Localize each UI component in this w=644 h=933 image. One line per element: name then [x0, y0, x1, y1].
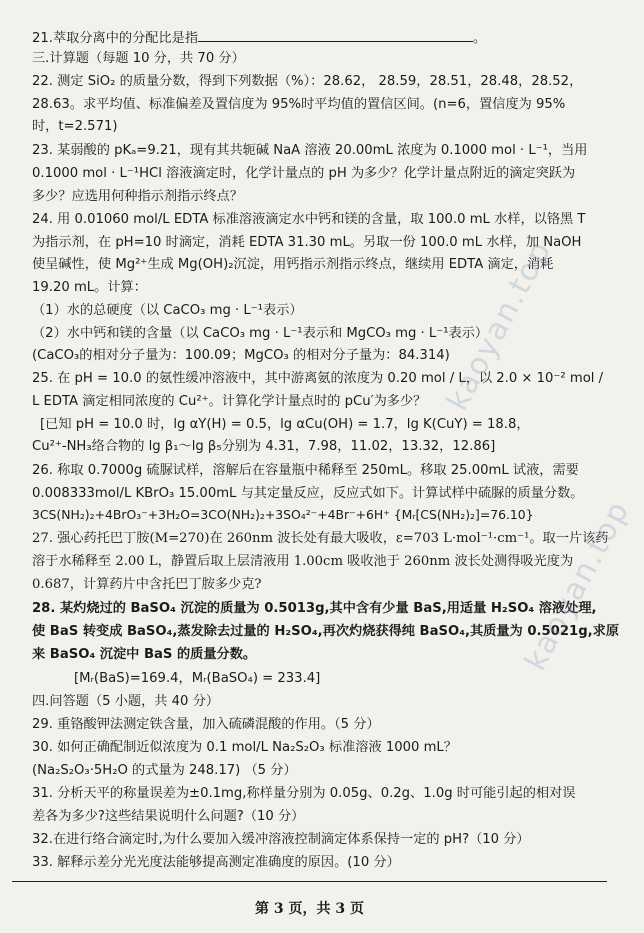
q32-line: 32.在进行络合滴定时,为什么要加入缓冲溶液控制滴定体系保持一定的 pH?（10 分）: [32, 832, 530, 847]
q33-line: 33. 解释示差分光光度法能够提高测定准确度的原因。(10 分）: [32, 855, 400, 870]
q30-line-1: 30. 如何正确配制近似浓度为 0.1 mol/L Na₂S₂O₃ 标准溶液 1000 mL？: [32, 740, 457, 755]
answer-blank: [198, 29, 473, 42]
q30-line-2: (Na₂S₂O₃·5H₂O 的式量为 248.17) （5 分）: [32, 763, 297, 778]
q26-line-2: 0.008333mol/L KBrO₃ 15.00mL 与其定量反应，反应式如下。计算试样中硫脲的质量分数。: [32, 486, 584, 501]
q24-molar-mass: (CaCO₃的相对分子量为：100.09；MgCO₃ 的相对分子量为：84.314): [32, 348, 450, 363]
q26-line-1: 26. 称取 0.7000g 硫脲试样，溶解后在容量瓶中稀释至 250mL。移取 25.00mL 试液，需要: [32, 463, 579, 478]
q28-line-3: 来 BaSO₄ 沉淀中 BaS 的质量分数。: [32, 647, 257, 662]
q22-line-3: 时，t=2.571): [32, 119, 118, 134]
q22-line-2: 28.63。求平均值、标准偏差及置信度为 95%时平均值的置信区间。(n=6，置信度为 95%: [32, 97, 566, 112]
q31-line-1: 31. 分析天平的称量误差为±0.1mg,称样量分别为 0.05g、0.2g、1.0g 时可能引起的相对误: [32, 786, 576, 801]
q26-equation: 3CS(NH₂)₂+4BrO₃⁻+3H₂O=3CO(NH₂)₂+3SO₄²⁻+4Br⁻+6H⁺ {Mᵣ[CS(NH₂)₂]=76.10}: [32, 507, 534, 522]
q24-sub-1: （1）水的总硬度（以 CaCO₃ mg · L⁻¹表示）: [32, 303, 303, 318]
q21-text: 21.萃取分离中的分配比是指: [32, 31, 199, 46]
q27-line-2: 溶于水稀释至 2.00 L，静置后取上层清液用 1.00cm 吸收池于 260nm 波长处测得吸光度为: [32, 554, 574, 569]
q23-line-3: 多少？应选用何种指示剂指示终点？: [32, 189, 243, 204]
q21-end: 。: [473, 31, 487, 46]
q24-line-4: 19.20 mL。计算：: [32, 280, 147, 295]
q25-given-2: Cu²⁺-NH₃络合物的 lg β₁～lg β₅分别为 4.31，7.98，11.02，13.32，12.86]: [32, 439, 496, 454]
q23-line-1: 23. 某弱酸的 pKₐ=9.21，现有其共轭碱 NaA 溶液 20.00mL 浓度为 0.1000 mol · L⁻¹，当用: [32, 143, 588, 158]
q27-line-1: 27. 强心药托巴丁胺(M=270)在 260nm 波长处有最大吸收，ε=703 L·mol⁻¹·cm⁻¹。取一片该药: [32, 531, 609, 546]
q22-line-1: 22. 测定 SiO₂ 的质量分数，得到下列数据（%）：28.62， 28.59，28.51，28.48，28.52，: [32, 74, 583, 89]
q25-line-1: 25. 在 pH = 10.0 的氨性缓冲溶液中，其中游离氨的浓度为 0.20 mol / L，以 2.0 × 10⁻² mol /: [32, 371, 604, 386]
q24-sub-2: （2）水中钙和镁的含量（以 CaCO₃ mg · L⁻¹表示和 MgCO₃ mg · L⁻¹表示）: [32, 326, 489, 341]
page-number: 第 3 页，共 3 页: [255, 901, 364, 917]
section-4-heading: 四.问答题（5 小题，共 40 分）: [32, 694, 220, 709]
q31-line-2: 差各为多少?这些结果说明什么问题?（10 分）: [32, 809, 305, 824]
q24-line-1: 24. 用 0.01060 mol/L EDTA 标准溶液滴定水中钙和镁的含量，取 100.0 mL 水样，以铬黑 T: [32, 212, 586, 227]
watermark: kaoyan.top: [518, 494, 637, 677]
q21-line: [32, 29, 602, 47]
q28-molar-mass: [Mᵣ(BaS)=169.4，Mᵣ(BaSO₄) = 233.4]: [74, 671, 321, 686]
q24-line-2: 为指示剂，在 pH=10 时滴定，消耗 EDTA 31.30 mL。另取一份 100.0 mL 水样，加 NaOH: [32, 235, 582, 250]
section-3-heading: 三.计算题（每题 10 分，共 70 分）: [32, 51, 245, 66]
q25-line-2: L EDTA 滴定相同浓度的 Cu²⁺。计算化学计量点时的 pCu′为多少？: [32, 394, 427, 409]
q24-line-3: 使呈碱性，使 Mg²⁺生成 Mg(OH)₂沉淀，用钙指示剂指示终点，继续用 EDTA 滴定，消耗: [32, 257, 554, 272]
watermark: kaoyan.top: [440, 234, 559, 417]
q29-line: 29. 重铬酸钾法测定铁含量，加入硫磷混酸的作用。（5 分）: [32, 717, 380, 732]
q25-given-1: [已知 pH = 10.0 时，lg αY(H) = 0.5，lg αCu(OH) = 1.7，lg K(CuY) = 18.8，: [40, 417, 530, 432]
q28-line-2: 使 BaS 转变成 BaSO₄,蒸发除去过量的 H₂SO₄,再次灼烧获得纯 BaSO₄,其质量为 0.5021g,求原: [32, 624, 620, 639]
footer-rule: [12, 881, 607, 882]
q27-line-3: 0.687，计算药片中含托巴丁胺多少克?: [32, 577, 262, 592]
q23-line-2: 0.1000 mol · L⁻¹HCl 溶液滴定时，化学计量点的 pH 为多少？化学计量点附近的滴定突跃为: [32, 166, 576, 181]
q28-line-1: 28. 某灼烧过的 BaSO₄ 沉淀的质量为 0.5013g,其中含有少量 BaS,用适量 H₂SO₄ 溶液处理,: [32, 601, 597, 616]
